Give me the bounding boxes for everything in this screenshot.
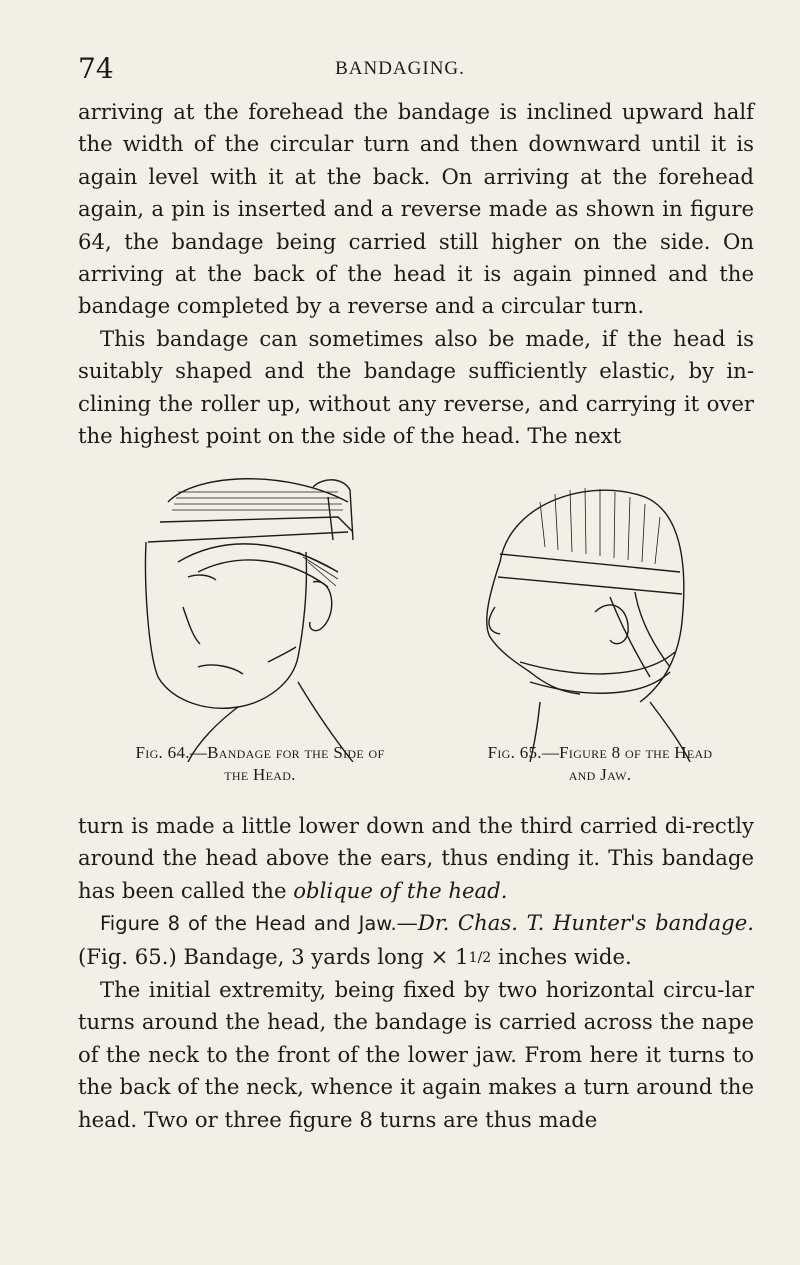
page-number: 74 xyxy=(78,52,114,85)
running-head: BANDAGING. xyxy=(335,58,465,79)
fig-65-caption xyxy=(430,742,770,786)
section-paragraph xyxy=(78,907,754,974)
fig-65-caption-line-2: and Jaw. xyxy=(568,765,632,784)
paragraph: The initial extremity, being fixed by two horizontal circu-lar turns around the head, the bandage is carried across the nape of the neck to the front of the lower jaw. From here it turns to the back of the neck, whence it again makes a turn around the head. Two or three figure 8 turns are thus made xyxy=(78,977,754,1132)
text-block-top xyxy=(78,96,754,452)
fig-64-caption-line-2: the Head. xyxy=(224,765,296,784)
bandage-spec-end: inches wide. xyxy=(497,943,632,969)
bandage-name-italic: oblique of the head. xyxy=(293,877,508,903)
fig-65-caption-line-1: Fig. 65.—Figure 8 of the Head xyxy=(487,743,713,762)
spec-fraction: 1/2 xyxy=(468,949,492,966)
fig-64-caption xyxy=(110,742,410,786)
fig-64-caption-line-1: Fig. 64.—Bandage for the Side of xyxy=(135,743,385,762)
author-italic: Dr. Chas. T. Hunter's bandage. xyxy=(417,910,754,936)
text-block-bottom xyxy=(78,810,754,1136)
figures-row xyxy=(0,462,800,784)
section-heading: Figure 8 of the Head and Jaw. xyxy=(100,912,397,936)
paragraph: This bandage can sometimes also be made, if the head is suitably shaped and the bandage sufficiently elastic, by in-clining the roller up, without any reverse, and carrying it over the highest point on the side of the head. The next xyxy=(78,325,754,449)
paragraph-continued xyxy=(78,810,754,907)
fig-64-illustration xyxy=(138,462,378,762)
paragraph-continued: arriving at the forehead the bandage is inclined upward half the width of the circular turn and then downward until it is again level with it at the back. On arriving at the forehead again, a pin is inserted and a reverse made as shown in figure 64, the bandage being carried still higher on the side. On arriving at the back of the head it is again pinned and the bandage completed by a reverse and a circular turn. xyxy=(78,99,754,319)
fig-65-illustration xyxy=(470,472,710,762)
paragraph-text: turn is made a little lower down and the third carried di-rectly around the head above the ears, thus ending it. This bandage has been called the xyxy=(78,813,754,903)
bandage-spec: (Fig. 65.) Bandage, 3 yards long × 1 xyxy=(78,943,469,969)
heading-dash: — xyxy=(396,910,418,936)
